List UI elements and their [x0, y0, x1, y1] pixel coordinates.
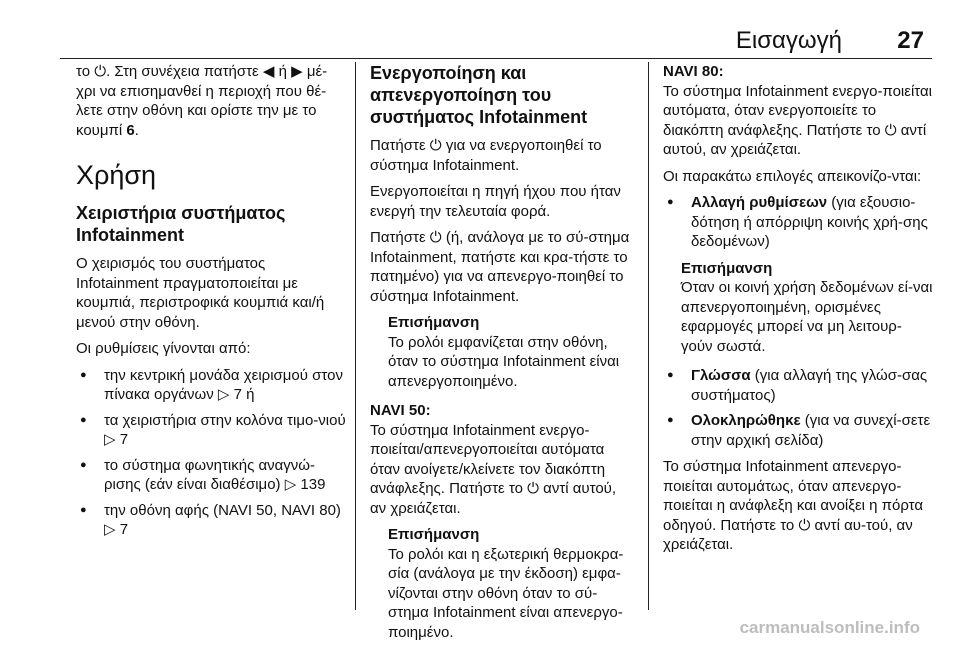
note-text: Όταν οι κοινή χρήση δεδομένων εί-ναι απενεργοποιημένη, ορισμένες εφαρμογές μπορεί να μη λειτουρ-γούν σωστά. [681, 279, 933, 355]
navi50-label: NAVI 50: [370, 402, 431, 419]
options-list [663, 193, 933, 252]
power-on-paragraph: Πατήστε ⏻ για να ενεργοποιηθεί το σύστημα Infotainment. [370, 137, 602, 174]
page-header [0, 0, 960, 52]
note-box [388, 525, 634, 642]
button-number: 6 [126, 121, 135, 139]
controls-subheading: Χειριστήρια συστήματος Infotainment [76, 203, 286, 245]
usage-heading: Χρήση [76, 160, 157, 190]
navi50-paragraph: Το σύστημα Infotainment ενεργο-ποιείται/απενεργοποιείται αυτόματα όταν ανοίγετε/κλείνετε τον διακόπτη ανάφλεξης. Πατήστε το ⏻ αντί αυτού, αν χρειάζεται. [370, 421, 617, 517]
header-divider [60, 58, 932, 59]
list-item: ● Ολοκληρώθηκε (για να συνεχί-σετε στην αρχική σελίδα) [663, 411, 933, 450]
navi80-paragraph: Το σύστημα Infotainment ενεργο-ποιείται αυτόματα, όταν ενεργοποιείτε το διακόπτη ανάφλεξης. Πατήστε το ⏻ αντί αυτού, αν χρειάζεται. [663, 82, 933, 158]
options-list [663, 366, 933, 450]
list-item: ● την κεντρική μονάδα χειρισμού στον πίνακα οργάνων ▷ 7 ή [76, 366, 346, 405]
column-left [76, 62, 346, 547]
list-item: ● Αλλαγή ρυθμίσεων (για εξουσιο-δότηση ή απόρριψη κοινής χρή-σης δεδομένων) [663, 193, 933, 252]
power-off-paragraph: Πατήστε ⏻ (ή, ανάλογα με το σύ-στημα Infotainment, πατήστε και κρα-τήστε το πατημένο) για να απενεργο-ποιηθεί το σύστημα Infotainment. [370, 229, 630, 305]
section-title: Εισαγωγή [735, 27, 842, 54]
list-item: ● Γλώσσα (για αλλαγή της γλώσ-σας συστήματος) [663, 366, 933, 405]
note-text: Το ρολόι και η εξωτερική θερμοκρα-σία (ανάλογα με την έκδοση) εμφα-νίζονται στην οθόνη όταν το σύ-στημα Infotainment είναι απενεργο-ποιημένο. [388, 545, 624, 641]
column-divider [648, 62, 649, 610]
settings-paragraph: Οι ρυθμίσεις γίνονται από: [76, 340, 251, 357]
list-item: ● τα χειριστήρια στην κολόνα τιμο-νιού ▷ 7 [76, 411, 346, 450]
note-text: Το ρολόι εμφανίζεται στην οθόνη, όταν το σύστημα Infotainment είναι απενεργοποιημένο. [388, 333, 620, 390]
intro-paragraph: το ⏻. Στη συνέχεια πατήστε ◀ ή ▶ μέ-χρι να επισημανθεί η περιοχή που θέ-λετε στην οθόνη και ορίστε την με το κουμπί 6. [76, 63, 328, 139]
auto-off-paragraph: Το σύστημα Infotainment απενεργο-ποιείται αυτομάτως, όταν απενεργο-ποιείται η ανάφλεξη και ανοίξει η πόρτα οδηγού. Πατήστε το ⏻ αντί αυ-τού, αν χρειάζεται. [663, 458, 924, 553]
note-box [681, 259, 933, 357]
controls-list [76, 366, 346, 540]
note-title: Επισήμανση [388, 526, 480, 543]
navi80-label: NAVI 80: [663, 63, 724, 80]
note-title: Επισήμανση [681, 259, 773, 277]
page-number: 27 [897, 27, 924, 54]
column-right [663, 62, 933, 562]
column-middle [370, 62, 634, 652]
note-title: Επισήμανση [388, 314, 480, 331]
list-item: ● την οθόνη αφής (NAVI 50, NAVI 80) ▷ 7 [76, 501, 346, 540]
note-box [388, 313, 634, 391]
power-heading: Ενεργοποίηση και απενεργοποίηση του συστήματος Infotainment [370, 63, 588, 127]
options-paragraph: Οι παρακάτω επιλογές απεικονίζο-νται: [663, 167, 922, 185]
controls-paragraph: Ο χειρισμός του συστήματος Infotainment πραγματοποιείται με κουμπιά, περιστροφικά κουμπιά και/ή μενού στην οθόνη. [76, 255, 325, 331]
last-source-paragraph: Ενεργοποιείται η πηγή ήχου που ήταν ενεργή την τελευταία φορά. [370, 183, 621, 220]
column-divider [355, 62, 356, 610]
watermark-text: carmanualsonline.info [739, 618, 920, 637]
list-item: ● το σύστημα φωνητικής αναγνώ-ρισης (εάν είναι διαθέσιμο) ▷ 139 [76, 456, 346, 495]
